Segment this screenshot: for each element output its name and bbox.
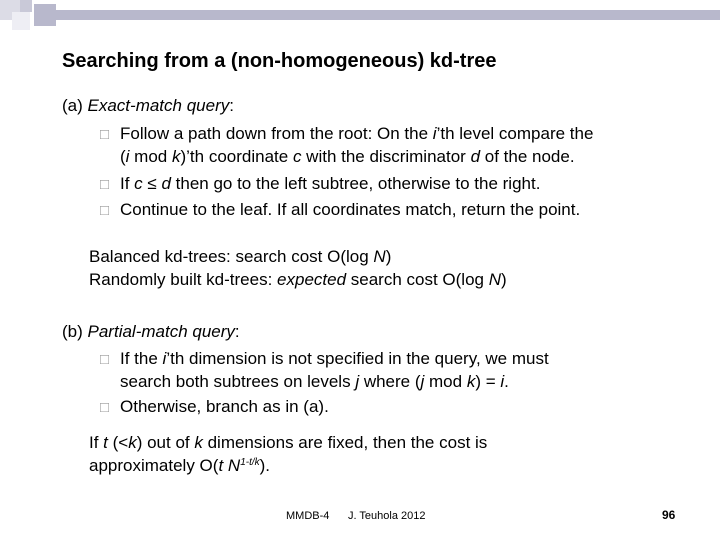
section-a-heading: (a) Exact-match query: <box>62 96 234 115</box>
bullet-icon: □ <box>100 351 110 368</box>
random-cost: Randomly built kd-trees: expected search cost O(log N) <box>89 270 507 289</box>
footer-author: J. Teuhola 2012 <box>348 510 426 522</box>
slide-title: Searching from a (non-homogeneous) kd-tree <box>62 50 497 72</box>
page-number: 96 <box>662 508 676 522</box>
decorative-header-squares <box>0 0 720 40</box>
bullet-icon: □ <box>100 126 110 143</box>
approx-cost: approximately O(t $N^{1-t/k}$). <box>89 456 271 475</box>
balanced-cost: Balanced kd-trees: search cost O(log N) <box>89 247 392 266</box>
section-a-bullet-2: If c ≤ d then go to the left subtree, otherwise to the right. <box>120 174 541 193</box>
section-b-bullet-2: Otherwise, branch as in (a). <box>120 397 329 416</box>
section-a-bullet-1: Follow a path down from the root: On the i’th level compare the <box>120 124 594 143</box>
bullet-icon: □ <box>100 176 110 193</box>
section-a-bullet-3: Continue to the leaf. If all coordinates match, return the point. <box>120 200 581 219</box>
section-b-heading: (b) Partial-match query: <box>62 322 240 341</box>
fixed-dimensions-cost: If t (<k) out of k dimensions are fixed, then the cost is <box>89 433 488 452</box>
bullet-icon: □ <box>100 399 110 416</box>
section-a-bullet-1-cont: (i mod k)’th coordinate c with the discriminator d of the node. <box>120 147 575 166</box>
section-b-bullet-1-cont: search both subtrees on levels j where (j mod k) = i. <box>120 372 509 391</box>
deco-square <box>34 4 56 26</box>
bullet-icon: □ <box>100 202 110 219</box>
deco-square <box>12 12 30 30</box>
deco-square <box>20 0 32 12</box>
section-b-bullet-1: If the i’th dimension is not specified in the query, we must <box>120 349 549 368</box>
footer-course: MMDB-4 <box>286 510 330 522</box>
header-bar <box>56 10 720 20</box>
